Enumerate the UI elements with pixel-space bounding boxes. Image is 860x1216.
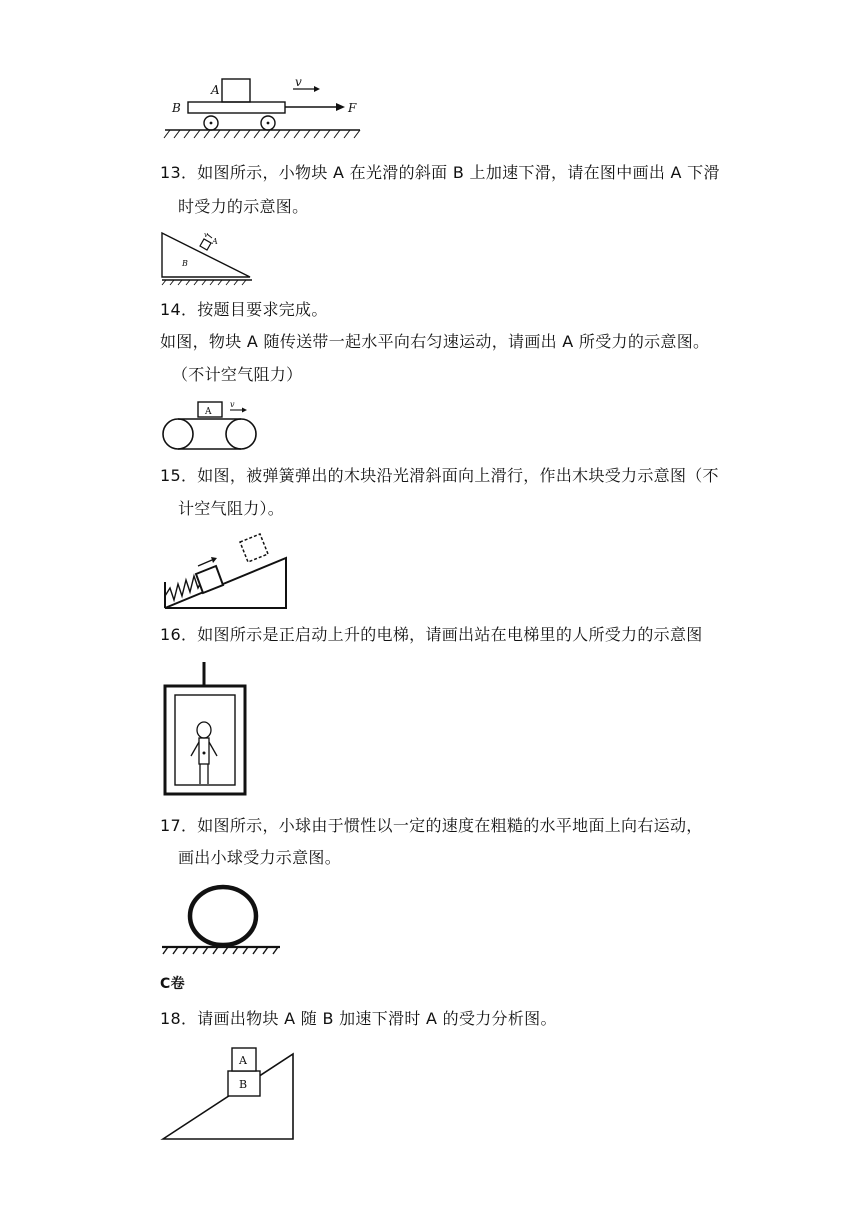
section-c-heading: C卷 <box>160 976 185 992</box>
incline-figure <box>160 228 260 288</box>
q17-line2: 画出小球受力示意图。 <box>178 848 342 867</box>
spring-incline-figure <box>160 530 292 612</box>
conveyor-label-v: v <box>230 400 235 409</box>
incline-label-v: v <box>204 231 208 239</box>
q17-line1: 17．如图所示，小球由于惯性以一定的速度在粗糙的水平地面上向右运动， <box>160 816 703 835</box>
q16-line1: 16．如图所示是正启动上升的电梯，请画出站在电梯里的人所受力的示意图 <box>160 625 703 644</box>
q14-line3: （不计空气阻力） <box>172 365 303 384</box>
label-f: F <box>348 101 357 115</box>
incline-label-a: A <box>212 237 218 246</box>
cart-figure <box>160 70 370 142</box>
q14-line2: 如图，物块 A 随传送带一起水平向右匀速运动，请画出 A 所受力的示意图。 <box>160 332 710 351</box>
incline-label-b: B <box>182 259 188 268</box>
q13-line2: 时受力的示意图。 <box>178 197 309 216</box>
q18-line1: 18．请画出物块 A 随 B 加速下滑时 A 的受力分析图。 <box>160 1009 557 1028</box>
label-v: v <box>295 75 302 89</box>
stacked-blocks-incline-figure <box>160 1044 296 1142</box>
q13-line1: 13．如图所示，小物块 A 在光滑的斜面 B 上加速下滑，请在图中画出 A 下滑 <box>160 163 720 182</box>
label-a: A <box>211 83 220 97</box>
q14-line1: 14．按题目要求完成。 <box>160 300 328 319</box>
stack-label-b: B <box>239 1078 248 1091</box>
conveyor-label-a: A <box>205 407 212 417</box>
q15-line1: 15．如图，被弹簧弹出的木块沿光滑斜面向上滑行，作出木块受力示意图（不 <box>160 466 719 485</box>
label-b: B <box>172 101 181 115</box>
q15-line2: 计空气阻力）。 <box>178 499 285 518</box>
elevator-figure <box>162 660 248 798</box>
ball-figure <box>160 884 284 958</box>
conveyor-figure <box>160 398 262 452</box>
stack-label-a: A <box>239 1054 247 1067</box>
